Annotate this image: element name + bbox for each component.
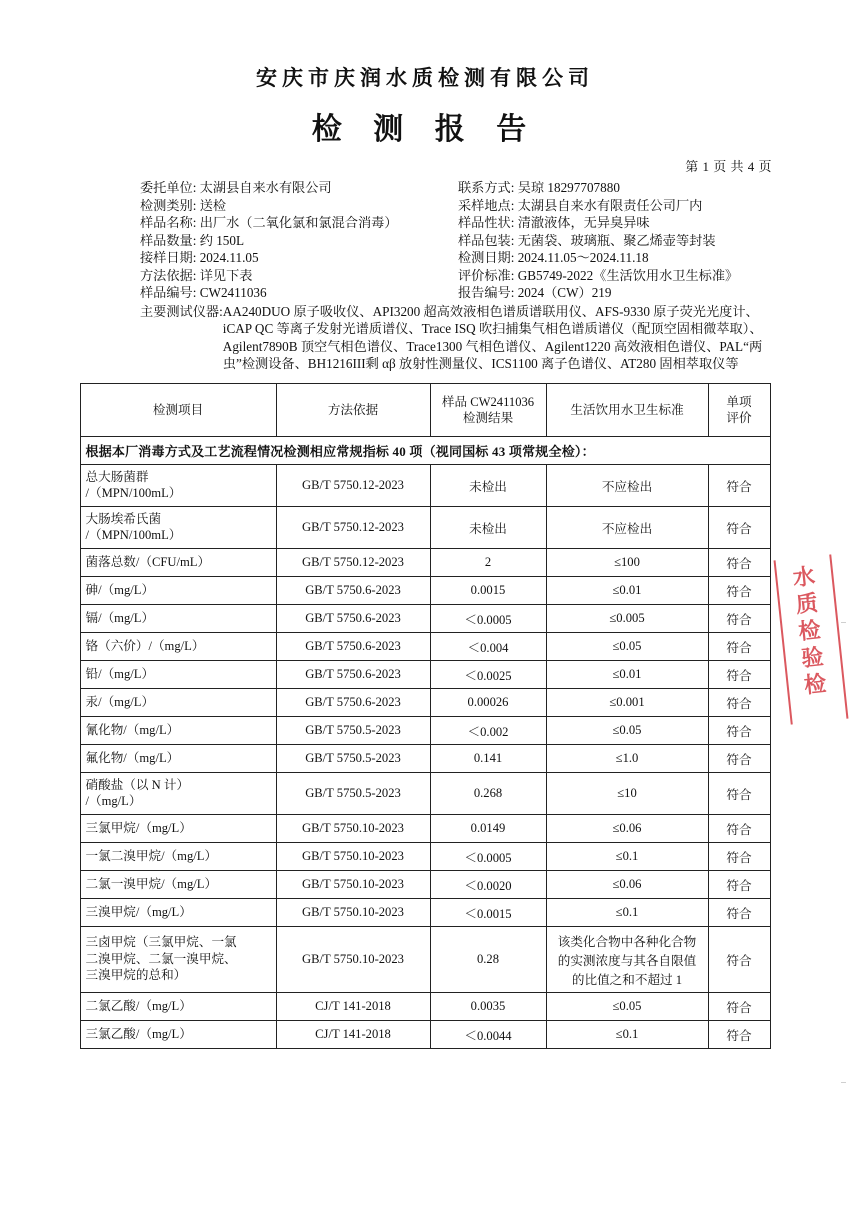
metadata-block	[0, 179, 850, 373]
table-row	[80, 688, 770, 716]
company-name: 安庆市庆润水质检测有限公司	[256, 66, 594, 90]
metadata-field-left: 委托单位: 太湖县自来水有限公司	[140, 180, 332, 195]
col-header-result-line2: 检测结果	[462, 410, 514, 425]
metadata-row	[140, 267, 772, 285]
instruments-line: 虫”检测设备、BH1216III剩 αβ 放射性测量仪、ICS1100 离子色谱仪、AT280 固相萃取仪等	[222, 356, 739, 371]
cell-method: GB/T 5750.6-2023	[276, 632, 430, 660]
instruments-value	[223, 303, 772, 373]
metadata-row	[140, 214, 772, 232]
cell-standard: ≤0.05	[546, 992, 708, 1020]
cell-method: GB/T 5750.10-2023	[276, 870, 430, 898]
cell-eval: 符合	[708, 842, 770, 870]
cell-result: 未检出	[430, 464, 546, 506]
cell-method: GB/T 5750.5-2023	[276, 716, 430, 744]
table-row	[80, 660, 770, 688]
metadata-field-left: 检测类别: 送检	[140, 197, 227, 213]
table-row	[80, 898, 770, 926]
cell-item: 镉/（mg/L）	[80, 604, 276, 632]
table-row	[80, 716, 770, 744]
cell-standard: ≤1.0	[546, 744, 708, 772]
cell-item: 汞/（mg/L）	[80, 688, 276, 716]
metadata-row	[140, 249, 772, 267]
cell-method: GB/T 5750.6-2023	[276, 604, 430, 632]
table-row	[80, 1020, 770, 1048]
instruments-label: 主要测试仪器:	[140, 303, 223, 319]
metadata-field-right: 报告编号: 2024（CW）219	[458, 285, 612, 300]
cell-eval: 符合	[708, 548, 770, 576]
cell-standard: 不应检出	[546, 464, 708, 506]
table-row	[80, 814, 770, 842]
metadata-field-right: 样品性状: 清澈液体，无异臭异味	[458, 215, 650, 230]
cell-eval: 符合	[708, 576, 770, 604]
scope-note-row	[80, 436, 770, 464]
col-header-result-line1: 样品 CW2411036	[441, 394, 535, 409]
cell-standard: ≤0.05	[546, 716, 708, 744]
col-header-item: 检测项目	[80, 383, 276, 436]
cell-item: 二氯一溴甲烷/（mg/L）	[80, 870, 276, 898]
table-row	[80, 772, 770, 814]
cell-eval: 符合	[708, 1020, 770, 1048]
cell-standard: ≤100	[546, 548, 708, 576]
metadata-field-right: 评价标准: GB5749-2022《生活饮用水卫生标准》	[458, 267, 739, 283]
cell-item: 大肠埃希氏菌 /（MPN/100mL）	[80, 506, 276, 548]
cell-method: GB/T 5750.6-2023	[276, 576, 430, 604]
col-header-method: 方法依据	[276, 383, 430, 436]
cell-eval: 符合	[708, 604, 770, 632]
report-page	[0, 62, 850, 1231]
cell-eval: 符合	[708, 870, 770, 898]
cell-item: 三氯乙酸/（mg/L）	[80, 1020, 276, 1048]
cell-standard: ≤0.06	[546, 814, 708, 842]
cell-item: 菌落总数/（CFU/mL）	[80, 548, 276, 576]
stamp-char: 验	[800, 643, 826, 672]
cell-method: CJ/T 141-2018	[276, 1020, 430, 1048]
stamp-char: 水	[791, 563, 818, 591]
instruments-line: Agilent7890B 顶空气相色谱仪、Trace1300 气相色谱仪、Agilent1220 高效液相色谱仪、PAL“两	[222, 338, 763, 354]
cell-result: 0.0015	[430, 576, 546, 604]
metadata-row	[140, 232, 772, 250]
metadata-field-left: 样品编号: CW2411036	[140, 285, 267, 300]
cell-standard: 该类化合物中各种化合物 的实测浓度与其各自限值 的比值之和不超过 1	[546, 926, 708, 992]
table-header-row	[80, 383, 770, 436]
metadata-field-right: 采样地点: 太湖县自来水有限责任公司厂内	[458, 197, 703, 213]
page-number: 第 1 页 共 4 页	[685, 159, 772, 174]
stamp-char: 检	[797, 616, 823, 645]
cell-method: GB/T 5750.12-2023	[276, 464, 430, 506]
cell-standard: ≤0.06	[546, 870, 708, 898]
cell-result: 0.0035	[430, 992, 546, 1020]
cell-eval: 符合	[708, 898, 770, 926]
cell-item: 总大肠菌群 /（MPN/100mL）	[80, 464, 276, 506]
table-row	[80, 506, 770, 548]
cell-item: 氰化物/（mg/L）	[80, 716, 276, 744]
cell-item: 氟化物/（mg/L）	[80, 744, 276, 772]
cell-result: ＜0.0044	[430, 1020, 546, 1048]
page-title: 检 测 报 告	[311, 113, 539, 146]
metadata-row	[140, 284, 772, 302]
cell-result: 0.28	[430, 926, 546, 992]
cell-result: ＜0.0005	[430, 604, 546, 632]
cell-eval: 符合	[708, 814, 770, 842]
table-row	[80, 870, 770, 898]
cell-eval: 符合	[708, 744, 770, 772]
metadata-row	[140, 179, 772, 197]
cell-eval: 符合	[708, 926, 770, 992]
metadata-field-right: 样品包装: 无菌袋、玻璃瓶、聚乙烯壶等封装	[458, 232, 716, 248]
cell-standard: ≤0.1	[546, 1020, 708, 1048]
instruments-row	[140, 303, 772, 373]
cell-result: 0.141	[430, 744, 546, 772]
cell-item: 三卤甲烷（三氯甲烷、一氯 二溴甲烷、二氯一溴甲烷、 三溴甲烷的总和）	[80, 926, 276, 992]
metadata-field-left: 方法依据: 详见下表	[140, 267, 253, 283]
results-table	[80, 383, 771, 1049]
metadata-field-right: 检测日期: 2024.11.05～2024.11.18	[458, 250, 649, 265]
cell-method: GB/T 5750.10-2023	[276, 842, 430, 870]
cell-item: 三氯甲烷/（mg/L）	[80, 814, 276, 842]
table-row	[80, 576, 770, 604]
edge-mark	[841, 1082, 846, 1083]
table-row	[80, 744, 770, 772]
metadata-row	[140, 197, 772, 215]
cell-standard: ≤10	[546, 772, 708, 814]
cell-eval: 符合	[708, 772, 770, 814]
cell-method: GB/T 5750.10-2023	[276, 898, 430, 926]
cell-standard: ≤0.1	[546, 842, 708, 870]
stamp-char: 检	[802, 670, 829, 698]
scope-note: 根据本厂消毒方式及工艺流程情况检测相应常规指标 40 项（视同国标 43 项常规全检）：	[80, 436, 770, 464]
cell-eval: 符合	[708, 632, 770, 660]
cell-standard: ≤0.01	[546, 576, 708, 604]
col-header-eval	[708, 383, 770, 436]
cell-eval: 符合	[708, 660, 770, 688]
cell-result: ＜0.002	[430, 716, 546, 744]
cell-result: 0.0149	[430, 814, 546, 842]
edge-mark	[841, 622, 846, 623]
cell-result: 0.00026	[430, 688, 546, 716]
table-row	[80, 632, 770, 660]
cell-standard: 不应检出	[546, 506, 708, 548]
cell-item: 一氯二溴甲烷/（mg/L）	[80, 842, 276, 870]
cell-standard: ≤0.001	[546, 688, 708, 716]
cell-item: 铅/（mg/L）	[80, 660, 276, 688]
cell-item: 砷/（mg/L）	[80, 576, 276, 604]
table-row	[80, 464, 770, 506]
col-header-result	[430, 383, 546, 436]
cell-eval: 符合	[708, 688, 770, 716]
table-row	[80, 926, 770, 992]
cell-result: 2	[430, 548, 546, 576]
cell-result: 0.268	[430, 772, 546, 814]
cell-item: 铬（六价）/（mg/L）	[80, 632, 276, 660]
cell-standard: ≤0.1	[546, 898, 708, 926]
cell-standard: ≤0.01	[546, 660, 708, 688]
cell-standard: ≤0.05	[546, 632, 708, 660]
table-row	[80, 842, 770, 870]
cell-eval: 符合	[708, 716, 770, 744]
stamp-text	[774, 554, 849, 724]
cell-eval: 符合	[708, 992, 770, 1020]
cell-standard: ≤0.005	[546, 604, 708, 632]
cell-result: ＜0.0025	[430, 660, 546, 688]
cell-method: GB/T 5750.10-2023	[276, 926, 430, 992]
cell-eval: 符合	[708, 506, 770, 548]
metadata-field-left: 样品名称: 出厂水（二氧化氯和氯混合消毒）	[140, 215, 398, 230]
cell-result: ＜0.0015	[430, 898, 546, 926]
cell-result: ＜0.0020	[430, 870, 546, 898]
stamp-char: 质	[794, 590, 820, 618]
table-row	[80, 548, 770, 576]
cell-method: GB/T 5750.12-2023	[276, 548, 430, 576]
cell-method: CJ/T 141-2018	[276, 992, 430, 1020]
col-header-eval-line1: 单项	[726, 394, 752, 409]
col-header-standard: 生活饮用水卫生标准	[546, 383, 708, 436]
metadata-field-left: 接样日期: 2024.11.05	[140, 250, 259, 265]
cell-item: 硝酸盐（以 N 计） /（mg/L）	[80, 772, 276, 814]
cell-method: GB/T 5750.5-2023	[276, 744, 430, 772]
instruments-line: AA240DUO 原子吸收仪、API3200 超高效液相色谱质谱联用仪、AFS-9330 原子荧光光度计、	[222, 303, 759, 319]
metadata-field-right: 联系方式: 吴琼 18297707880	[458, 180, 620, 195]
cell-item: 二氯乙酸/（mg/L）	[80, 992, 276, 1020]
metadata-field-left: 样品数量: 约 150L	[140, 232, 245, 248]
cell-method: GB/T 5750.6-2023	[276, 688, 430, 716]
table-row	[80, 992, 770, 1020]
instruments-line: iCAP QC 等离子发射光谱质谱仪、Trace ISQ 吹扫捕集气相色谱质谱仪（配顶空固相微萃取）、	[222, 321, 763, 336]
cell-eval: 符合	[708, 464, 770, 506]
cell-result: ＜0.0005	[430, 842, 546, 870]
inspection-stamp	[774, 554, 849, 724]
cell-method: GB/T 5750.5-2023	[276, 772, 430, 814]
table-row	[80, 604, 770, 632]
cell-result: ＜0.004	[430, 632, 546, 660]
cell-method: GB/T 5750.12-2023	[276, 506, 430, 548]
cell-result: 未检出	[430, 506, 546, 548]
col-header-eval-line2: 评价	[726, 410, 752, 425]
cell-item: 三溴甲烷/（mg/L）	[80, 898, 276, 926]
cell-method: GB/T 5750.10-2023	[276, 814, 430, 842]
cell-method: GB/T 5750.6-2023	[276, 660, 430, 688]
